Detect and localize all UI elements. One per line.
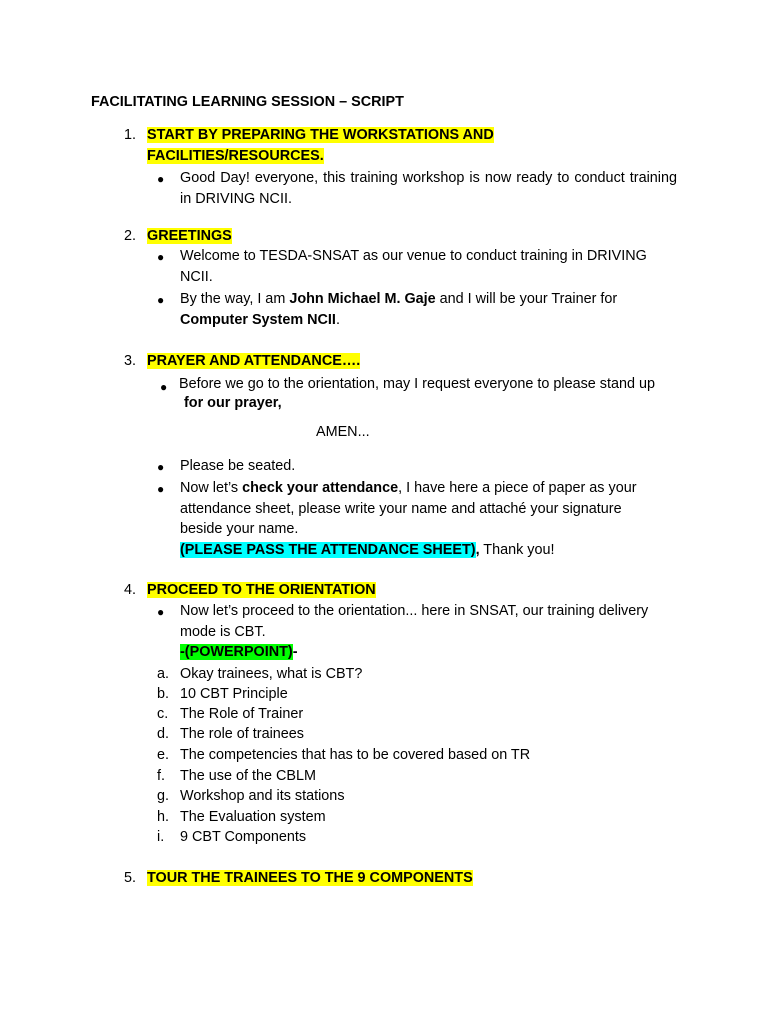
- list-item-letter: f.: [157, 768, 165, 784]
- bullet-icon: ●: [157, 250, 165, 264]
- trainer-name: John Michael M. Gaje: [289, 291, 436, 307]
- bullet-icon: ●: [157, 460, 165, 474]
- list-item-letter: e.: [157, 747, 170, 763]
- bullet-text: Please be seated.: [180, 458, 296, 474]
- check-attendance-text: check your attendance: [242, 480, 399, 496]
- section-heading: TOUR THE TRAINEES TO THE 9 COMPONENTS: [147, 870, 473, 886]
- bullet-text: Good Day! everyone, this training workshop is now ready to conduct training in DRIVING NCII.: [180, 170, 677, 207]
- list-item-letter: a.: [157, 666, 170, 682]
- list-item-letter: h.: [157, 809, 170, 825]
- list-item-letter: i.: [157, 829, 165, 845]
- pass-sheet-line: (PLEASE PASS THE ATTENDANCE SHEET), Thank you!: [180, 542, 555, 558]
- list-item: 10 CBT Principle: [180, 686, 288, 702]
- bullet-text-line-1: Before we go to the orientation, may I request everyone to please stand up: [179, 376, 655, 392]
- thank-you-text: Thank you!: [479, 542, 555, 558]
- list-item-letter: g.: [157, 788, 170, 804]
- section-number: 1.: [124, 127, 137, 143]
- section-number: 3.: [124, 353, 137, 369]
- pass-sheet-instruction: (PLEASE PASS THE ATTENDANCE SHEET): [180, 542, 476, 558]
- section-heading: PROCEED TO THE ORIENTATION: [147, 582, 376, 598]
- list-item: The competencies that has to be covered based on TR: [180, 747, 531, 763]
- list-item: Workshop and its stations: [180, 788, 345, 804]
- section-number: 5.: [124, 870, 137, 886]
- bullet-text-line-2: for our prayer,: [184, 395, 282, 411]
- list-item: The use of the CBLM: [180, 768, 316, 784]
- bullet-text: Welcome to TESDA-SNSAT as our venue to conduct training in DRIVING NCII.: [180, 248, 647, 285]
- bullet-icon: ●: [157, 293, 165, 307]
- list-item: 9 CBT Components: [180, 829, 307, 845]
- bullet-icon: ●: [157, 172, 165, 186]
- list-item: Okay trainees, what is CBT?: [180, 666, 363, 682]
- section-heading: GREETINGS: [147, 228, 232, 244]
- course-name: Computer System NCII: [180, 311, 336, 328]
- section-heading-line-2: FACILITIES/RESOURCES.: [147, 148, 324, 164]
- bullet-icon: ●: [157, 482, 165, 496]
- section-number: 2.: [124, 228, 137, 244]
- section-heading-line-1: START BY PREPARING THE WORKSTATIONS AND: [147, 127, 494, 143]
- powerpoint-cue: -(POWERPOINT)-: [180, 644, 298, 660]
- list-item-letter: c.: [157, 706, 169, 722]
- list-item-letter: b.: [157, 686, 170, 702]
- section-number: 4.: [124, 582, 137, 598]
- amen-text: AMEN...: [316, 424, 370, 440]
- bullet-text: By the way, I am John Michael M. Gaje and I will be your Trainer for Computer System NCII.: [180, 291, 618, 328]
- list-item: The Evaluation system: [180, 809, 326, 825]
- bullet-icon: ●: [157, 605, 165, 619]
- list-item: The Role of Trainer: [180, 706, 304, 722]
- list-item-letter: d.: [157, 726, 170, 742]
- section-heading: PRAYER AND ATTENDANCE….: [147, 353, 361, 369]
- bullet-text: Now let’s check your attendance, I have here a piece of paper as your attendance sheet, please write your name and attaché your signature beside your name.: [180, 480, 637, 537]
- document-title: FACILITATING LEARNING SESSION – SCRIPT: [91, 94, 404, 110]
- bullet-text: Now let’s proceed to the orientation... here in SNSAT, our training delivery mode is CBT.: [180, 603, 649, 640]
- bullet-icon: ●: [160, 380, 168, 394]
- list-item: The role of trainees: [180, 726, 304, 742]
